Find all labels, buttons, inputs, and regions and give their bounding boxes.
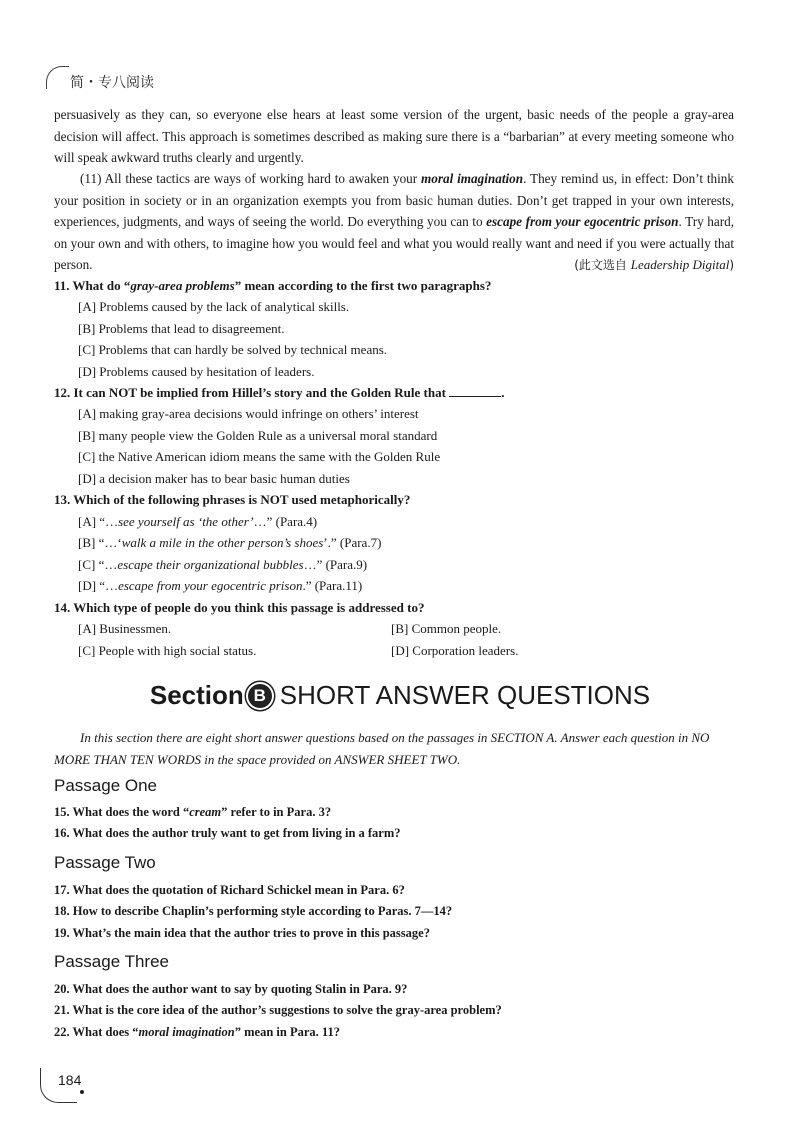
q14-option-d: [D] Corporation leaders. (391, 643, 519, 658)
question-20: 20. What does the author want to say by quoting Stalin in Para. 9? (54, 982, 408, 996)
passage-three-heading: Passage Three (54, 952, 169, 971)
section-heading (0, 680, 800, 711)
q11-option-b: [B] Problems that lead to disagreement. (78, 321, 285, 336)
question-17: 17. What does the quotation of Richard Schickel mean in Para. 6? (54, 883, 405, 897)
question-13: 13. Which of the following phrases is NOT used metaphorically? (54, 492, 411, 507)
question-19: 19. What’s the main idea that the author tries to prove in this passage? (54, 926, 430, 940)
question-14: 14. Which type of people do you think this passage is addressed to? (54, 600, 425, 615)
page-number-text: 184 (58, 1072, 82, 1088)
question-18: 18. How to describe Chaplin’s performing style according to Paras. 7—14? (54, 904, 453, 918)
q13-option-c: [C] “…escape their organizational bubbles…” (Para.9) (78, 557, 368, 572)
section-letter-badge: B (248, 684, 272, 708)
header-title: 简・专八阅读 (70, 75, 154, 91)
running-header (54, 68, 154, 96)
section-word: Section (149, 680, 244, 710)
paragraph-text: All these tactics are ways of working hard to awaken your (104, 171, 422, 186)
passage-one-heading: Passage One (54, 776, 158, 795)
question-21: 21. What is the core idea of the author’s suggestions to solve the gray-area problem? (54, 1003, 502, 1017)
q12-option-a: [A] making gray-area decisions would infringe on others’ interest (78, 406, 419, 421)
q11-option-d: [D] Problems caused by hesitation of leaders. (78, 364, 315, 379)
question-11: 11. What do “gray-area problems” mean according to the first two paragraphs? (54, 278, 492, 293)
question-22: 22. What does “moral imagination” mean in Para. 11? (54, 1025, 340, 1039)
passage-paragraph-11 (54, 168, 734, 277)
source-citation: (此文选自 Leadership Digital) (574, 257, 734, 272)
q13-option-a: [A] “…see yourself as ‘the other’…” (Para.4) (78, 514, 318, 529)
paragraph-text: . Try hard, on your own and with others, to imagine how you would feel and what you would really want and need if you were actually that person. (54, 214, 734, 272)
q12-option-c: [C] the Native American idiom means the same with the Golden Rule (78, 449, 441, 464)
q12-option-b: [B] many people view the Golden Rule as a universal moral standard (78, 428, 438, 443)
q14-option-a: [A] Businessmen. (78, 621, 172, 636)
q11-option-c: [C] Problems that can hardly be solved by technical means. (78, 342, 388, 357)
paragraph-text: persuasively as they can, so everyone else hears at least some version of the urgent, basic needs of the people a gray-area decision will affect. This approach is sometimes described as making sure there is a “barbarian” at every meeting someone who will speak awkward truths clearly and urgently. (54, 107, 734, 165)
page-number-dot (80, 1090, 84, 1094)
q13-option-d: [D] “…escape from your egocentric prison.” (Para.11) (78, 578, 363, 593)
q11-option-a: [A] Problems caused by the lack of analytical skills. (78, 299, 350, 314)
q14-option-c: [C] People with high social status. (78, 643, 257, 658)
emphasis-egocentric-prison: escape from your egocentric prison (486, 214, 679, 229)
page-number (40, 1068, 82, 1102)
answer-blank (449, 384, 501, 397)
question-15: 15. What does the word “cream” refer to in Para. 3? (54, 805, 332, 819)
header-ornament (46, 66, 69, 89)
q13-option-b: [B] “…‘walk a mile in the other person’s shoes’.” (Para.7) (78, 535, 382, 550)
q12-option-d: [D] a decision maker has to bear basic human duties (78, 471, 350, 486)
section-subtitle: SHORT ANSWER QUESTIONS (279, 680, 651, 710)
question-12: 12. It can NOT be implied from Hillel’s story and the Golden Rule that . (54, 385, 505, 400)
emphasis-moral-imagination: moral imagination (421, 171, 524, 186)
passage-two-heading: Passage Two (54, 853, 156, 872)
section-instructions: In this section there are eight short answer questions based on the passages in SECTION A. Answer each question in NO MORE THAN TEN WORDS in the space provided on ANSWER SHEET TWO. (54, 730, 710, 767)
question-16: 16. What does the author truly want to get from living in a farm? (54, 826, 401, 840)
passage-paragraph-10-end (54, 104, 734, 169)
paragraph-text: . They remind us, in effect: Don’t think your position in society or in an organization exempts you from basic human duties. Don’t get trapped in your own interests, experiences, judgments, and ways of seeing the world. Do everything you can to (54, 171, 734, 229)
paragraph-number: (11) (80, 171, 102, 186)
q14-option-b: [B] Common people. (391, 621, 502, 636)
